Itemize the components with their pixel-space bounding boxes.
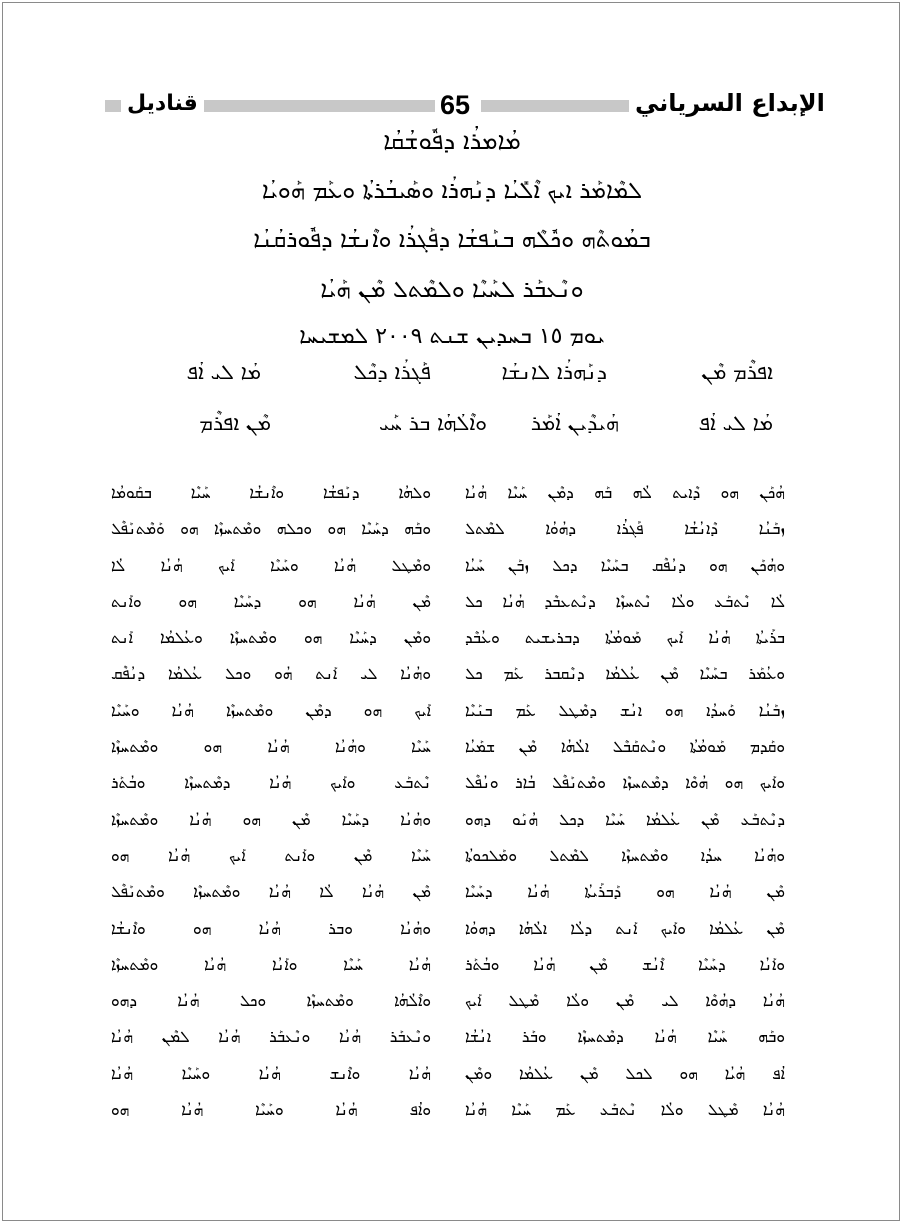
column-line: ܗܳܢܳܐ ܡܶܛܠ ܘܠܳܐ ܢܶܬܒܰܥ ܥܰܡ ܚܰܝܶܐ ܗܳܢܳܐ [465,1101,785,1120]
column-line: ܡܶܢ ܗܳܢܳܐ ܠܳܐ ܗܳܢܳܐ ܘܡܶܬܚܙܶܐ ܘܡܶܬܢܰܦܶܠ [111,883,431,902]
info-item: ܡܳܐ ܠܝ ܐܳܦ [698,411,773,435]
column-line: ܙܒܰܢܳܐ ܘܰܚܕܳܐ ܗܘ ܐܢܳܫ ܕܡܶܛܠ ܥܰܡ ܒܢܰܝܶܐ [465,701,785,720]
column-line: ܘܗܳܟܰܢ ܗܘ ܕܢܳܦܶܩ ܒܚܰܝܶܐ ܕܟܠ ܙܒܰܢ ܚܰܝܳܐ [465,556,785,575]
column-line: ܗܳܢܳܐ ܘܐܶܢܫ ܗܳܢܳܐ ܘܚܰܝܶܐ ܗܳܢܳܐ [111,1064,431,1083]
column-line: ܘܗܳܢܳܐ ܕܚܰܝܶܐ ܡܶܢ ܗܘ ܗܳܢܳܐ ܘܡܶܬܚܙܶܐ [111,810,431,829]
column-line: ܘܗܳܢܳܐ ܘܒܪ ܗܳܢܳܐ ܗܘ ܘܐܶܢܫܳܐ [111,919,431,938]
column-line: ܕܢܶܬܒܰܥ ܡܶܢ ܥܳܠܡܳܐ ܚܰܝܶܐ ܕܟܠ ܗܳܢܰܘ ܕܗܘ [465,810,785,829]
column-line: ܐܳܦ ܗܳܝܳܐ ܗܘ ܠܟܠ ܡܶܢ ܥܳܠܡܳܐ ܘܡܶܢ [465,1064,785,1083]
section-title: قناديل [121,91,204,116]
poem-title: ܡܳܐܡܪܳܐ ܕܦܽܘܫܳܩܳܐ [383,127,521,155]
column-line: ܗܳܢܳܐ ܕܗܳܘܶܐ ܠܝ ܡܶܢ ܘܠܳܐ ܡܶܛܠ ܐܰܝܟ [465,992,785,1011]
info-item: ܕܢܰܗܪܳܐ ܠܐܢܫܳܐ [501,360,607,384]
column-line: ܐܰܝܟ ܗܘ ܕܡܶܢ ܘܡܶܬܚܙܶܐ ܗܳܢܳܐ ܘܚܰܝܶܐ [111,701,431,720]
column-line: ܘܒܰܗ ܚܰܝܶܐ ܗܳܢܳܐ ܕܡܶܬܚܙܶܐ ܘܒܰܪ ܐܢܳܫܳܐ [465,1028,785,1047]
info-item: ܦܰܓܪܳܐ ܕܟܶܠ [353,360,431,384]
column-line: ܚܰܝܶܐ ܡܶܢ ܘܐܰܢܬ ܐܰܝܟ ܗܳܢܳܐ ܗܘ [111,846,431,865]
column-line: ܗܳܢܳܐ ܚܰܝܶܐ ܘܐܰܢܳܐ ܗܳܢܳܐ ܘܡܶܬܚܙܶܐ [111,955,431,974]
poem-verse: ܠܡܶܐܡܰܪ ܐܝܟ ܐܶܠܺܝܳܐ ܕܢܰܗܪܳܐ ܘܣܰܝܒܳܪܬܳܐ ܘܥܰܡ ܗܰܘܝܳܐ [261,178,643,204]
column-line: ܘܥܳܡܰܪ ܒܚܰܝܶܐ ܡܶܢ ܥܳܠܡܳܐ ܕܢܶܩܒܪ ܥܰܡ ܟܠ [465,665,785,684]
column-line: ܗܳܟܰܢ ܗܘ ܕܶܐܝܬ ܠܳܗ ܒܰܗ ܕܡܶܢ ܚܰܝܶܐ ܗܳܢܳܐ [465,484,785,502]
info-item: ܡܶܢ ܐܦܪܶܡ [199,411,271,435]
column-line: ܘܗܳܢܳܐ ܚܕܳܐ ܘܡܶܬܚܙܶܐ ܠܡܶܬܠ ܘܡܰܠܟܘܬܳܐ [465,846,785,865]
column-line: ܚܰܝܶܐ ܘܗܳܢܳܐ ܗܳܢܳܐ ܗܘ ܘܡܶܬܚܙܶܐ [111,738,431,757]
column-line: ܘܐܶܠܳܗܳܐ ܘܡܶܬܚܙܶܐ ܘܟܠ ܗܳܢܳܐ ܕܗܘ [111,992,431,1011]
column-line: ܘܗܳܢܳܐ ܠܝ ܐܰܢܬ ܗܳܘ ܘܟܠ ܥܳܠܡܳܐ ܕܢܳܦܶܩ [111,665,431,684]
info-item: ܐܦܪܶܡ ܡܶܢ [701,360,773,384]
column-line: ܢܶܬܒܰܥ ܘܐܰܝܟ ܗܳܢܳܐ ܕܡܶܬܚܙܶܐ ܘܒܳܬܰܪ [111,774,431,793]
text-column-left [111,475,431,1128]
info-row [3,411,901,441]
info-item: ܡܳܐ ܠܝ ܐܳܦ [186,360,261,384]
column-line: ܘܐܰܝܟ ܗܘ ܗܳܘܶܐ ܕܡܶܬܚܙܶܐ ܘܡܶܬܢܰܦܶܠ ܒܳܐܪ ܘܢܳܦܶܠ [465,774,785,793]
poem-verse: ܒܡܳܘܬܶܗ ܘܟܽܠܶܗ ܒܢܰܦܫܳܐ ܕܦܰܓܪܳܐ ܘܐܶܢܫܳܐ ܕܦܽܘܪܩܳܢܳܐ [253,227,651,253]
column-line: ܘܠܗܳܐ ܕܢܰܦܫܳܐ ܘܐܶܢܫܳܐ ܚܰܝܶܐ ܒܩܰܘܡܳܐ [111,484,431,502]
column-line: ܘܢܶܥܒܰܪ ܗܳܢܳܐ ܘܢܶܥܒܰܪ ܗܳܢܳܐ ܠܡܶܢ ܗܳܢܳܐ [111,1028,431,1047]
info-item: ܘܐܶܠܳܗܳܐ ܒܪ ܚܰܝ [379,411,487,435]
column-line: ܠܳܐ ܢܶܬܒܰܥ ܘܠܳܐ ܢܶܬܚܙܶܐ ܕܢܶܬܥܒܶܕ ܗܳܢܳܐ ܟܠ [465,592,785,611]
column-line: ܡܶܢ ܗܳܢܳܐ ܗܘ ܕܚܰܝܶܐ ܗܘ ܘܐܰܢܬ [111,592,431,611]
column-line: ܘܐܰܢܳܐ ܕܚܰܝܶܐ ܐܶܢܳܫ ܡܶܢ ܗܳܢܳܐ ܘܒܳܬܰܪ [465,955,785,974]
page-number: 65 [440,90,471,120]
poem-verse: ܘܢܶܥܒܰܪ ܠܚܰܝܶܐ ܘܠܡܶܬܠ ܡܶܢ ܗܰܝܳܐ [320,277,584,303]
info-row [3,360,901,390]
magazine-title: الإبداع السرياني [629,89,831,117]
column-line: ܘܡܶܢ ܕܚܰܝܶܐ ܗܘ ܘܡܶܬܚܙܶܐ ܘܥܳܠܡܳܐ ܐܰܢܬ [111,629,431,648]
magazine-page [2,2,900,1221]
column-line: ܘܐܳܦ ܗܳܢܳܐ ܘܚܰܝܶܐ ܗܳܢܳܐ ܗܘ [111,1101,431,1120]
column-line: ܡܶܢ ܥܳܠܡܳܐ ܘܐܰܝܟ ܐܰܢܬ ܕܠܳܐ ܐܠܳܗܳܐ ܕܗܘܳܐ [465,919,785,938]
info-item: ܗܳܝܕܶܝܢ ܐܳܡܰܪ [530,411,619,435]
column-line: ܘܡܶܛܠ ܗܳܢܳܐ ܘܚܰܝܶܐ ܐܰܝܟ ܗܳܢܳܐ ܠܳܐ [111,556,431,575]
column-line: ܘܩܰܕܡ ܡܰܘܡܳܬܳܐ ܘܢܶܬܩܰܒܶܠ ܐܠܳܗܳܐ ܡܶܢ ܫܡܰܝܳܐ [465,738,785,757]
column-line: ܒܪܰܝܬܳܐ ܗܳܢܳܐ ܐܰܝܟ ܡܰܘܡܳܬܳܐ ܕܒܪܝܫܝܬ ܘܥܳܒܶܕ [465,629,785,648]
column-line: ܡܶܢ ܗܳܢܳܐ ܗܘ ܕܰܒܪܰܝܬܳܐ ܗܳܢܳܐ ܕܚܰܝܶܐ [465,883,785,902]
column-line: ܘܒܰܗ ܕܚܰܝܶܐ ܗܘ ܘܟܠܗ ܘܡܶܬܚܙܶܐ ܗܘ ܘܰܡܶܬܢܰܦܶܠ [111,520,431,539]
column-line: ܙܒܰܢܳܐ ܕܶܐܢܳܫܳܐ ܦܰܓܪܳܐ ܕܗܳܘܳܐ ܠܡܶܬܠ [465,520,785,539]
text-column-right [465,475,785,1128]
date-line: ܝܘܡ ١٥ ܒܚܕܝܢ ܫܢܬ ٢٠٠٩ ܠܡܫܝܚܐ [299,324,605,349]
